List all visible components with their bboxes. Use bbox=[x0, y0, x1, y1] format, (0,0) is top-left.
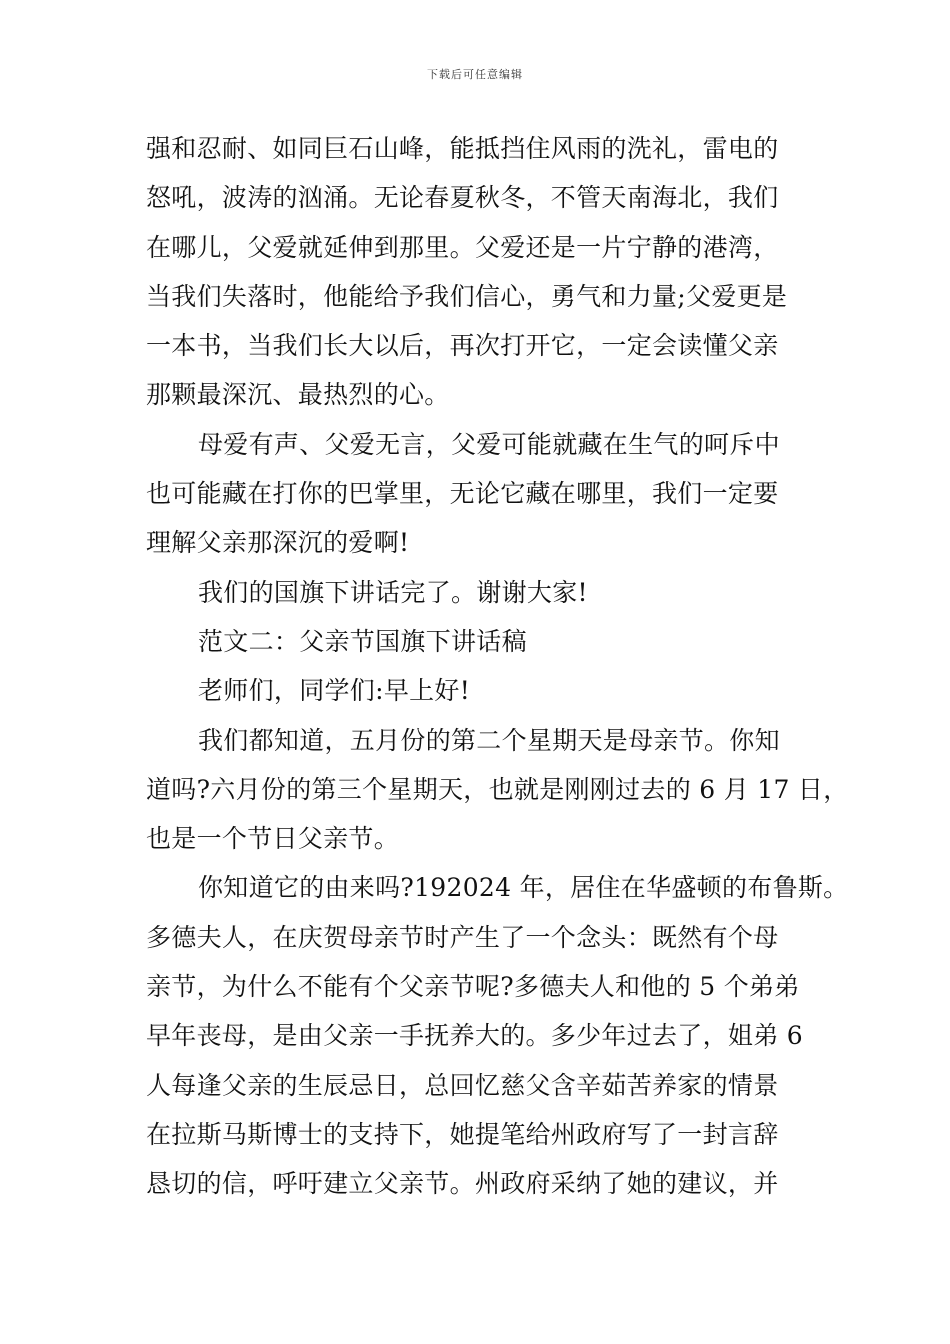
text-line: 一本书，当我们长大以后，再次打开它，一定会读懂父亲 bbox=[146, 331, 779, 361]
text-line: 早年丧母，是由父亲一手抚养大的。多少年过去了，姐弟 6 bbox=[146, 1021, 803, 1051]
text-line: 道吗?六月份的第三个星期天，也就是刚刚过去的 6 月 17 日， bbox=[146, 774, 849, 804]
text-line: 母爱有声、父爱无言，父爱可能就藏在生气的呵斥中 bbox=[198, 429, 780, 459]
text-line: 也可能藏在打你的巴掌里，无论它藏在哪里，我们一定要 bbox=[146, 479, 779, 509]
greeting-line: 老师们，同学们:早上好! bbox=[198, 676, 471, 706]
section-title: 范文二：父亲节国旗下讲话稿 bbox=[198, 626, 527, 656]
text-line: 恳切的信，呼吁建立父亲节。州政府采纳了她的建议，并 bbox=[146, 1169, 779, 1199]
text-line: 当我们失落时，他能给予我们信心，勇气和力量;父爱更是 bbox=[146, 281, 788, 311]
text-line: 也是一个节日父亲节。 bbox=[146, 824, 400, 854]
text-line: 我们的国旗下讲话完了。谢谢大家! bbox=[198, 577, 588, 607]
text-line: 你知道它的由来吗?192024 年，居住在华盛顿的布鲁斯。 bbox=[198, 873, 849, 903]
text-line: 人每逢父亲的生辰忌日，总回忆慈父含辛茹苦养家的情景 bbox=[146, 1070, 779, 1100]
text-line: 在拉斯马斯博士的支持下，她提笔给州政府写了一封言辞 bbox=[146, 1119, 779, 1149]
text-line: 理解父亲那深沉的爱啊! bbox=[146, 528, 410, 558]
text-line: 亲节，为什么不能有个父亲节呢?多德夫人和他的 5 个弟弟 bbox=[146, 972, 800, 1002]
page-header: 下载后可任意编辑 bbox=[427, 68, 523, 81]
text-line: 在哪儿，父爱就延伸到那里。父爱还是一片宁静的港湾， bbox=[146, 232, 779, 262]
text-line: 我们都知道，五月份的第二个星期天是母亲节。你知 bbox=[198, 725, 780, 755]
text-line: 那颗最深沉、最热烈的心。 bbox=[146, 380, 450, 410]
text-line: 多德夫人，在庆贺母亲节时产生了一个念头：既然有个母 bbox=[146, 922, 779, 952]
text-line: 怒吼，波涛的汹涌。无论春夏秋冬，不管天南海北，我们 bbox=[146, 183, 779, 213]
document-body bbox=[146, 124, 849, 1209]
text-line: 强和忍耐、如同巨石山峰，能抵挡住风雨的洗礼，雷电的 bbox=[146, 134, 779, 163]
